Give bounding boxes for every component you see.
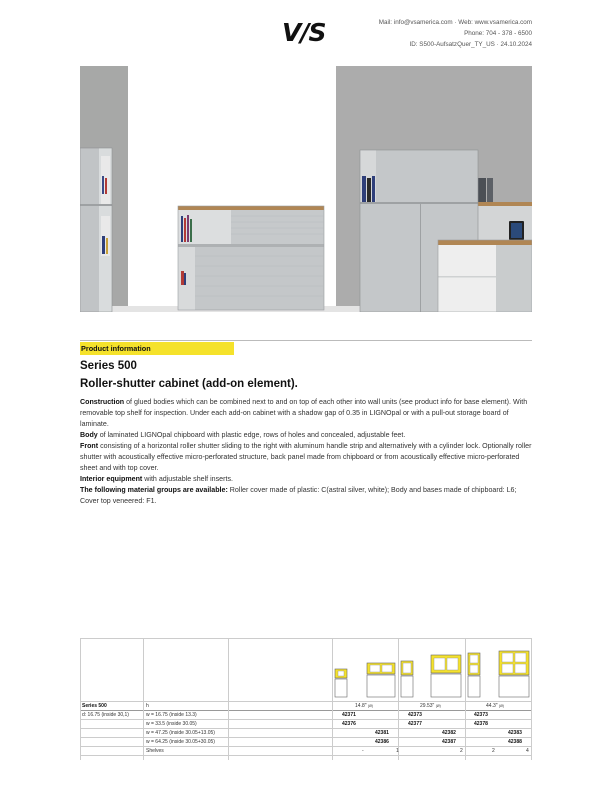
shelves-count: 2 [460, 748, 463, 754]
table-col-line [398, 638, 399, 760]
contact-phone: Phone: 704 - 378 - 6500 [464, 30, 532, 37]
contact-block [379, 17, 532, 50]
row-width-label: w = 16.75 (inside 13.3) [146, 712, 197, 718]
shelves-count: 1 [396, 748, 399, 754]
table-col-line [531, 638, 532, 760]
table-col-line [80, 638, 81, 760]
contact-mail-web: Mail: info@vsamerica.com · Web: www.vsamerica.com [378, 19, 532, 26]
article-number: 42377 [408, 721, 422, 727]
shelves-label: Shelves [146, 748, 164, 754]
cabinet-thumb-4 [430, 654, 462, 698]
section-divider [80, 340, 532, 341]
article-number: 42388 [508, 739, 522, 745]
article-number: 42371 [342, 712, 356, 718]
interior-paragraph: Interior equipment with adjustable shelf inserts. [80, 475, 233, 483]
vs-logo: V/S [282, 18, 326, 47]
article-number: 42383 [508, 730, 522, 736]
product-description [80, 397, 532, 507]
document-id: ID: S500-AufsatzQuer_TY_US · 24.10.2024 [409, 41, 532, 48]
row-width-label: w = 33.5 (inside 30.05) [146, 721, 197, 727]
table-height-label: h [146, 703, 149, 709]
article-number: 42382 [442, 730, 456, 736]
article-number: 42376 [342, 721, 356, 727]
cabinet-thumb-3 [400, 660, 414, 698]
article-number: 42386 [375, 739, 389, 745]
table-depth-label: d: 16.75 (inside 30,1) [82, 712, 129, 718]
materials-paragraph: The following material groups are available: Roller cover made of plastic: C(astral silver, white); Body and bases made of chipboard: L6; Cover top veneered: F1. [80, 486, 517, 505]
height-3: 44.3" (Ø) [486, 703, 504, 709]
shelves-count: 2 [492, 748, 495, 754]
cabinet-thumb-1 [334, 668, 348, 698]
height-1: 14.8" (Ø) [355, 703, 373, 709]
article-number: 42381 [375, 730, 389, 736]
article-number: 42373 [408, 712, 422, 718]
article-number: 42378 [474, 721, 488, 727]
series-title: Series 500 [80, 360, 137, 372]
product-info-badge: Product information [80, 342, 234, 355]
article-number: 42373 [474, 712, 488, 718]
cabinet-thumb-2 [366, 662, 396, 698]
construction-paragraph: Construction of glued bodies which can be combined next to and on top of each other into wall units (see product info for base element). With removable top shelf for inspection. Under each add-on cabinet with a shadow gap of 0.35 in LIGNOpal or with a pull-out storage board of laminate. [80, 398, 528, 428]
front-paragraph: Front consisting of a horizontal roller shutter sliding to the right with aluminum handle strip and alternatively with a cylinder lock. Optionally roller shutter with acoustically effective micro-perforated structure, back panel made from chipboard or from acoustically effective micro-perforated sheet and with top cover. [80, 442, 532, 472]
article-number: 42387 [442, 739, 456, 745]
cabinet-thumb-6 [498, 650, 530, 698]
height-2: 29.53" (Ø) [420, 703, 441, 709]
shelves-count: - [362, 748, 364, 754]
table-series-label: Series 500 [82, 703, 107, 709]
table-col-line [228, 638, 229, 760]
shelves-count: 4 [526, 748, 529, 754]
product-subtitle: Roller-shutter cabinet (add-on element). [80, 378, 298, 390]
cabinet-thumb-5 [467, 652, 481, 698]
row-width-label: w = 64.25 (inside 30.05+30.05) [146, 739, 215, 745]
table-col-line [465, 638, 466, 760]
table-col-line [143, 638, 144, 760]
product-photo [80, 66, 532, 312]
row-width-label: w = 47.25 (inside 30.05+13.05) [146, 730, 215, 736]
table-col-line [332, 638, 333, 760]
body-paragraph: Body of laminated LIGNOpal chipboard with plastic edge, rows of holes and concealed, adjustable feet. [80, 431, 406, 439]
